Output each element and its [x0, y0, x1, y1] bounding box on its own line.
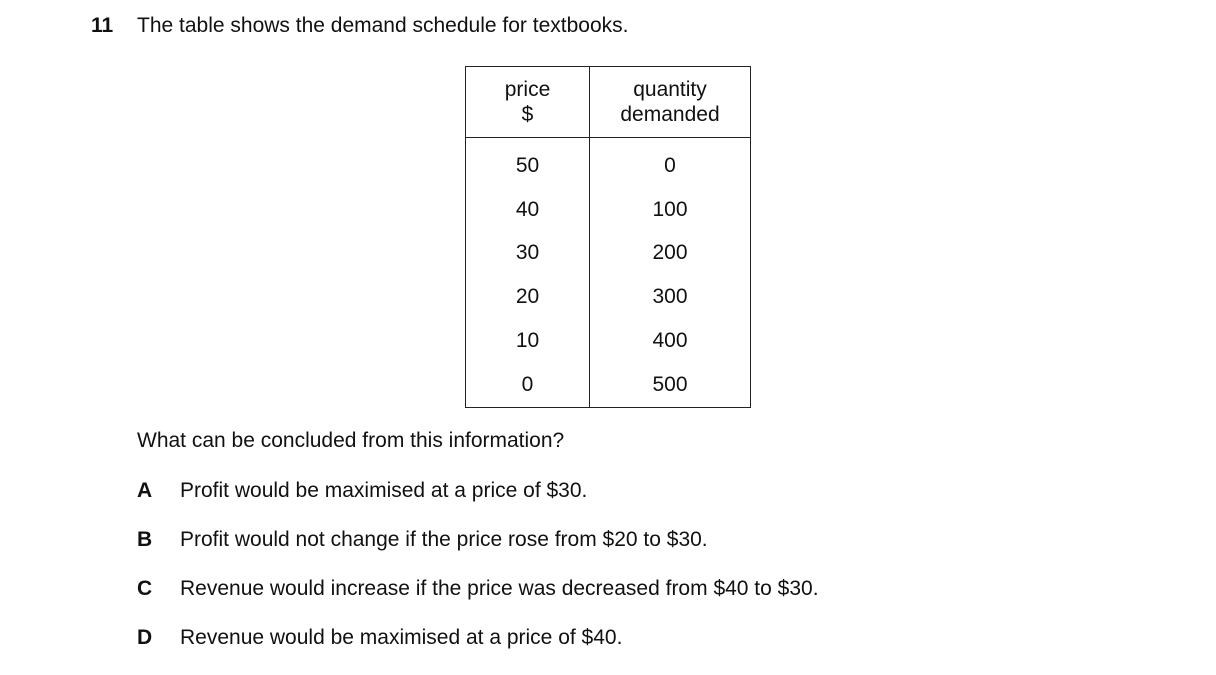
option-letter: B: [137, 528, 153, 551]
question-number: 11: [91, 14, 114, 37]
option-a[interactable]: [137, 479, 587, 503]
price-cell: 50: [466, 138, 590, 188]
price-cell: 0: [466, 363, 590, 407]
question-stem: What can be concluded from this information?: [137, 429, 565, 452]
quantity-cell: 500: [590, 363, 751, 407]
quantity-cell: 200: [590, 232, 751, 276]
table-row: [466, 319, 751, 363]
option-text: Revenue would be maximised at a price of $40.: [180, 626, 623, 649]
table-row: [466, 188, 751, 232]
table-row: [466, 232, 751, 276]
question-text: The table shows the demand schedule for textbooks.: [137, 14, 629, 37]
quantity-cell: 100: [590, 188, 751, 232]
table-row: [466, 363, 751, 407]
option-c[interactable]: [137, 577, 819, 601]
option-text: Profit would be maximised at a price of $30.: [180, 479, 588, 502]
price-cell: 10: [466, 319, 590, 363]
option-letter: A: [137, 479, 153, 502]
price-header-unit: $: [521, 103, 534, 126]
price-cell: 30: [466, 232, 590, 276]
table-header-row: [466, 67, 751, 138]
price-header: [466, 67, 590, 138]
option-letter: D: [137, 626, 153, 649]
option-letter: C: [137, 577, 153, 600]
quantity-cell: 0: [590, 138, 751, 188]
price-cell: 20: [466, 275, 590, 319]
option-text: Profit would not change if the price rose from $20 to $30.: [180, 528, 708, 551]
table-row: [466, 138, 751, 188]
demand-schedule-table: [465, 66, 751, 408]
quantity-cell: 400: [590, 319, 751, 363]
quantity-header: [590, 67, 751, 138]
quantity-header-line1: quantity: [633, 78, 707, 101]
option-d[interactable]: [137, 626, 622, 650]
table-row: [466, 275, 751, 319]
option-text: Revenue would increase if the price was decreased from $40 to $30.: [180, 577, 819, 600]
price-cell: 40: [466, 188, 590, 232]
quantity-header-line2: demanded: [620, 103, 720, 126]
price-header-label: price: [504, 78, 551, 101]
option-b[interactable]: [137, 528, 708, 552]
quantity-cell: 300: [590, 275, 751, 319]
